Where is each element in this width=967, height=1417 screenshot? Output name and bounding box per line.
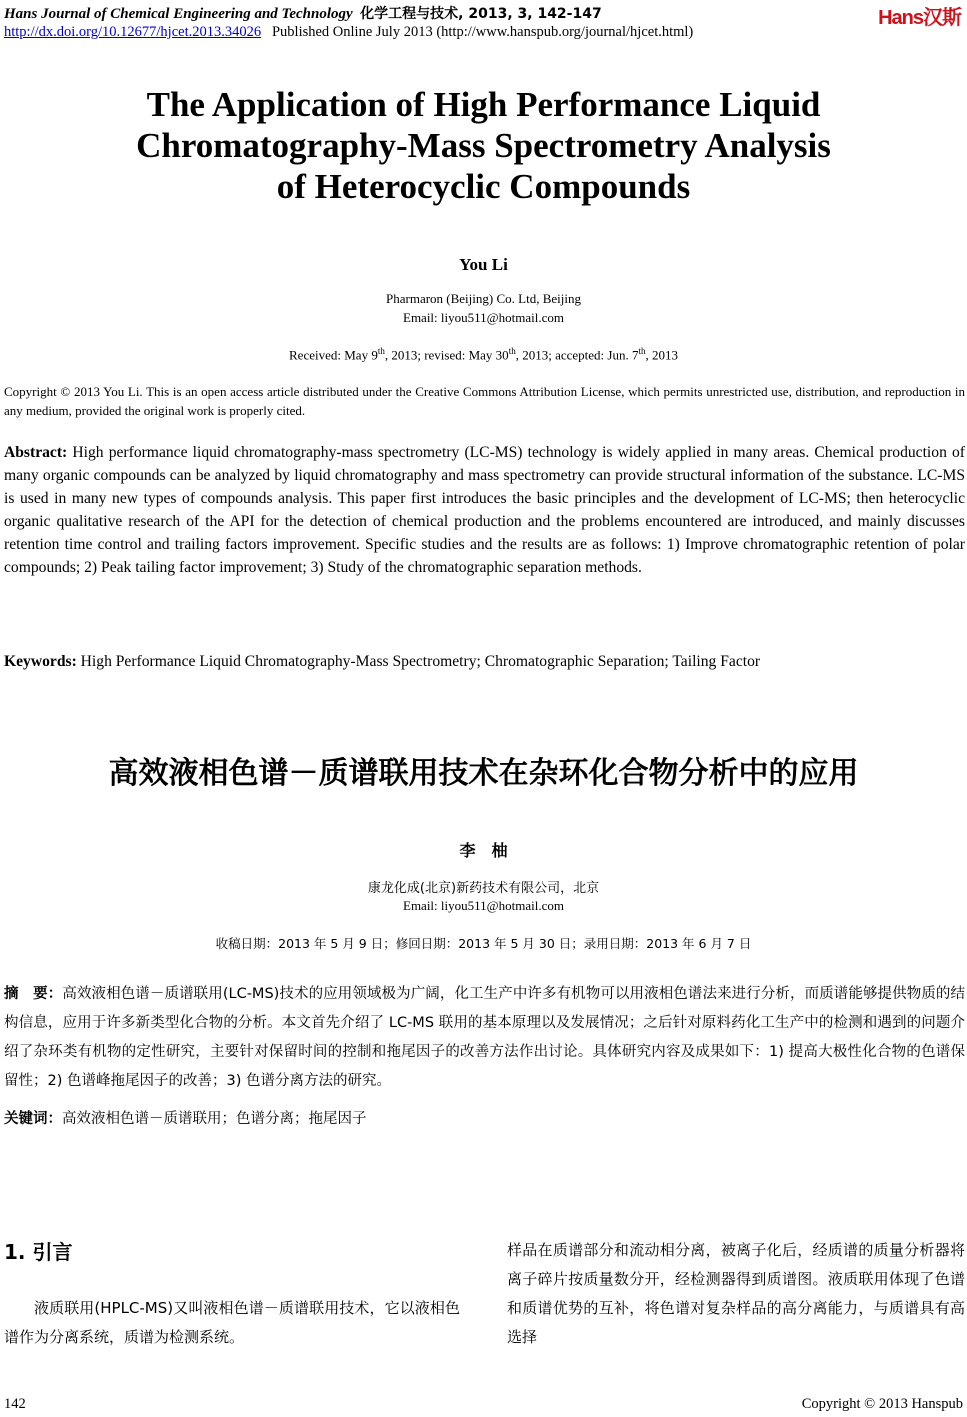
keywords-en: Keywords: High Performance Liquid Chromatography-Mass Spectrometry; Chromatographic Separation; Tailing Factor bbox=[4, 653, 761, 670]
abstract-en: Abstract: High performance liquid chromatography-mass spectrometry (LC-MS) technology is widely applied in many areas. Chemical production of many organic compounds can be analyzed by liquid chromatography and mass spectrometry can provide structural information of the substance. LC-MS is used in many new types of compounds analysis. This paper first introduces the basic principles and the development of LC-MS; then heterocyclic organic qualitative research of the API for the detection of chemical production and the problems encountered are introduced, and mainly discusses retention time control and trailing factors improvement. Specific studies and the results are as follows: 1) Improve chromatographic retention of polar compounds; 2) Peak tailing factor improvement; 3) Study of the chromatographic separation methods. bbox=[4, 444, 965, 576]
email-cn: Email: liyou511@hotmail.com bbox=[403, 898, 564, 913]
abstract-cn: 摘 要：高效液相色谱－质谱联用(LC-MS)技术的应用领域极为广阔，化工生产中许多有机物可以用液相色谱法来进行分析，而质谱能够提供物质的结构信息，应用于许多新类型化合物的分析。本文首先介绍了 LC-MS 联用的基本原理以及发展情况；之后针对原料药化工生产中的检测和遇到的问题介绍了杂环类有机物的定性研究，主要针对保留时间的控制和拖尾因子的改善方法作出讨论。具体研究内容及成果如下：1) 提高大极性化合物的色谱保留性；2) 色谱峰拖尾因子的改善；3) 色谱分离方法的研究。 bbox=[4, 986, 965, 1089]
section-heading: 1. 引言 bbox=[4, 1240, 73, 1264]
affiliation-cn: 康龙化成(北京)新药技术有限公司，北京 bbox=[367, 881, 600, 896]
hans-logo: Hans汉斯 bbox=[878, 5, 961, 29]
affiliation-en: Pharmaron (Beijing) Co. Ltd, Beijing bbox=[386, 291, 581, 306]
body-column-right: 样品在质谱部分和流动相分离，被离子化后，经质谱的质量分析器将离子碎片按质量数分开，经检测器得到质谱图。液质联用体现了色谱和质谱优势的互补，将色谱对复杂样品的高分离能力，与质谱具有高选择 bbox=[507, 1241, 965, 1346]
author-en: You Li bbox=[459, 255, 508, 274]
journal-header bbox=[4, 3, 602, 23]
chinese-title: 高效液相色谱－质谱联用技术在杂环化合物分析中的应用 bbox=[108, 756, 859, 791]
body-column-left: 液质联用(HPLC-MS)又叫液相色谱－质谱联用技术，它以液相色谱作为分离系统，质谱为检测系统。 bbox=[4, 1299, 460, 1346]
author-cn: 李 柚 bbox=[459, 841, 508, 860]
doi-link[interactable]: http://dx.doi.org/10.12677/hjcet.2013.34026 bbox=[4, 24, 262, 40]
received-dates-cn: 收稿日期：2013 年 5 月 9 日；修回日期：2013 年 5 月 30 日；录用日期：2013 年 6 月 7 日 bbox=[215, 936, 752, 951]
doi-line bbox=[4, 24, 693, 41]
received-dates-en: Received: May 9th, 2013; revised: May 30th, 2013; accepted: Jun. 7th, 2013 bbox=[289, 346, 678, 363]
journal-name: Hans Journal of Chemical Engineering and Technology bbox=[4, 6, 353, 22]
english-title: The Application of High Performance Liquid Chromatography-Mass Spectrometry Analysis of Heterocyclic Compounds bbox=[136, 85, 831, 206]
journal-citation: 化学工程与技术, 2013, 3, 142-147 bbox=[360, 6, 602, 22]
copyright-notice: Copyright © 2013 You Li. This is an open access article distributed under the Creative Commons Attribution License, which permits unrestricted use, distribution, and reproduction in any medium, provided the original work is properly cited. bbox=[4, 384, 965, 418]
footer-copyright: Copyright © 2013 Hanspub bbox=[801, 1396, 963, 1412]
email-en: Email: liyou511@hotmail.com bbox=[403, 310, 564, 325]
published-info: Published Online July 2013 (http://www.hanspub.org/journal/hjcet.html) bbox=[271, 24, 694, 40]
page-number: 142 bbox=[4, 1396, 26, 1412]
keywords-cn: 关键词：高效液相色谱－质谱联用；色谱分离；拖尾因子 bbox=[4, 1111, 367, 1127]
